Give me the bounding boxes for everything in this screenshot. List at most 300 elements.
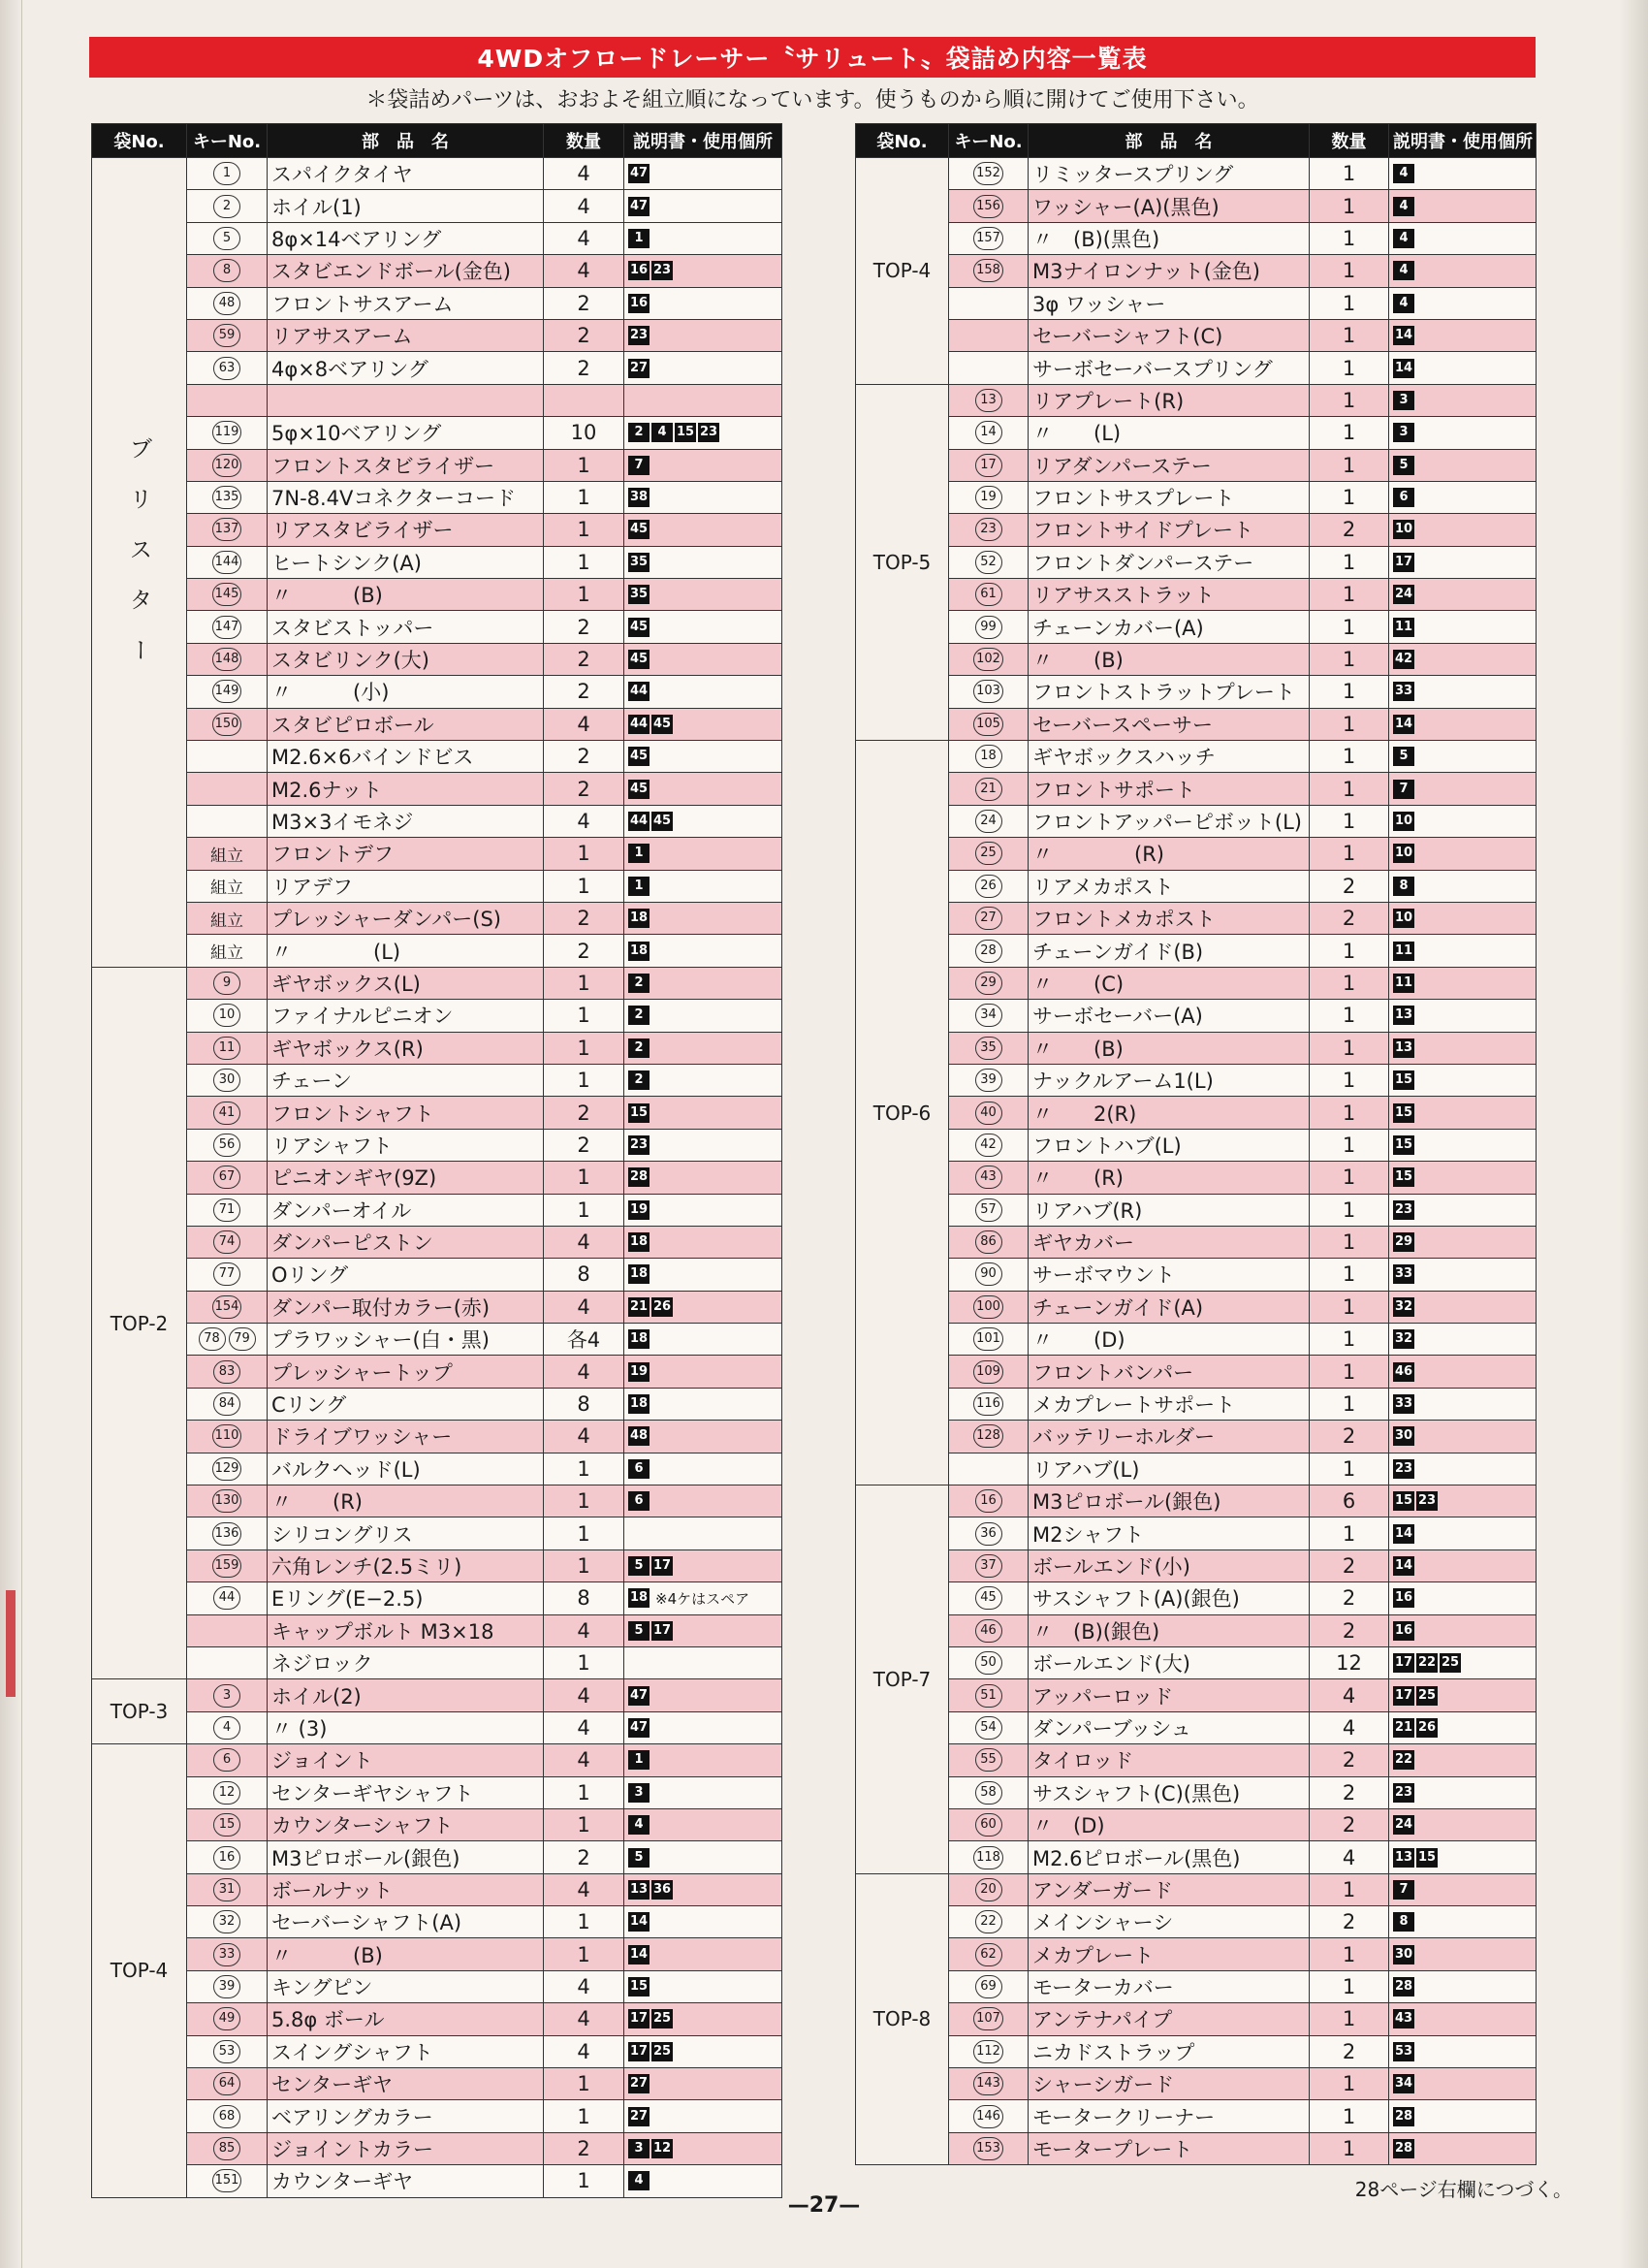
quantity: 4: [544, 1679, 624, 1711]
part-name: M3ナイロンナット(金色): [1029, 255, 1310, 287]
quantity: 8: [544, 1582, 624, 1614]
manual-reference-list: [1393, 255, 1532, 286]
key-number-cell: [187, 417, 268, 449]
manual-reference-list: [628, 838, 777, 869]
key-number-cell: [187, 2068, 268, 2100]
manual-reference-list: [628, 2100, 777, 2131]
manual-reference-list: [628, 1195, 777, 1226]
table-row: [92, 449, 782, 481]
manual-step-badge: 16: [1393, 1621, 1414, 1641]
manual-reference-cell: [624, 1776, 782, 1808]
manual-reference-cell: [624, 546, 782, 578]
key-number-cell: [187, 2100, 268, 2132]
table-row: [856, 773, 1537, 805]
table-row: [92, 902, 782, 934]
part-name: 〃 (3): [268, 1711, 544, 1743]
part-name: ジョイント: [268, 1744, 544, 1776]
manual-reference-cell: [1389, 1808, 1537, 1840]
key-number-cell: [187, 1194, 268, 1226]
manual-step-badge: 11: [1393, 974, 1414, 993]
table-row: [92, 222, 782, 254]
part-name: フロントデフ: [268, 838, 544, 870]
manual-reference-cell: [1389, 1064, 1537, 1096]
table-row: [856, 611, 1537, 643]
table-row: [92, 1906, 782, 1938]
key-number-cell: [187, 773, 268, 805]
manual-step-badge: 38: [628, 488, 650, 507]
manual-step-badge: 15: [675, 423, 696, 442]
manual-reference-cell: [624, 481, 782, 513]
part-name: モータープレート: [1029, 2132, 1310, 2164]
key-number-cell: [187, 1485, 268, 1517]
key-number-cell: 組立: [187, 902, 268, 934]
key-number: 157: [973, 227, 1003, 250]
manual-step-badge: 4: [1393, 197, 1414, 216]
key-number: 102: [973, 648, 1003, 671]
table-row: [856, 1324, 1537, 1356]
quantity: 1: [1310, 1129, 1389, 1161]
table-row: [856, 2035, 1537, 2067]
quantity: 1: [1310, 352, 1389, 384]
manual-step-badge: 13: [1393, 1848, 1414, 1868]
part-name: 〃 (小): [268, 676, 544, 708]
quantity: 4: [544, 1970, 624, 2002]
manual-reference-list: [628, 255, 777, 286]
manual-reference-list: [1393, 2003, 1532, 2034]
manual-reference-list: [1393, 1938, 1532, 1969]
manual-step-badge: 12: [651, 2139, 673, 2158]
table-row: [856, 935, 1537, 967]
quantity: 4: [544, 1421, 624, 1453]
manual-step-badge: 45: [628, 650, 650, 669]
quantity: 2: [544, 1129, 624, 1161]
quantity: 1: [544, 1906, 624, 1938]
part-name: 〃 (C): [1029, 967, 1310, 999]
manual-step-badge: 26: [651, 1297, 673, 1317]
page-edge: [1619, 0, 1648, 2268]
part-name: チェーンガイド(A): [1029, 1291, 1310, 1323]
quantity: 4: [544, 708, 624, 740]
manual-reference-cell: [624, 1356, 782, 1388]
key-number: 54: [975, 1716, 1002, 1740]
quantity: 1: [544, 870, 624, 902]
quantity: 2: [1310, 902, 1389, 934]
manual-reference-cell: [624, 1453, 782, 1485]
table-row: [856, 287, 1537, 319]
quantity: 2: [1310, 1549, 1389, 1581]
manual-step-badge: 32: [1393, 1329, 1414, 1349]
table-row: [92, 287, 782, 319]
manual-reference-list: [628, 1453, 777, 1485]
manual-step-badge: 29: [1393, 1232, 1414, 1252]
key-number-cell: [187, 1549, 268, 1581]
manual-reference-cell: [624, 1485, 782, 1517]
header-bag: 袋No.: [92, 124, 187, 158]
manual-reference-cell: [1389, 1646, 1537, 1678]
manual-reference-list: [1393, 1679, 1532, 1710]
manual-reference-cell: [624, 1291, 782, 1323]
manual-reference-list: [628, 1162, 777, 1193]
key-number-cell: [949, 1808, 1029, 1840]
table-row: [92, 1259, 782, 1291]
key-number-cell: [949, 643, 1029, 675]
manual-reference-list: [1393, 1130, 1532, 1161]
table-row: [92, 1356, 782, 1388]
manual-reference-cell: [1389, 1549, 1537, 1581]
part-name: 〃 (B): [1029, 643, 1310, 675]
table-row: [92, 1129, 782, 1161]
part-name: フロントサスプレート: [1029, 481, 1310, 513]
part-name: 5φ×10ベアリング: [268, 417, 544, 449]
key-number: 19: [975, 486, 1002, 509]
manual-reference-cell: [1389, 1679, 1537, 1711]
manual-step-badge: 5: [1393, 747, 1414, 766]
quantity: 1: [1310, 935, 1389, 967]
manual-reference-cell: [1389, 255, 1537, 287]
table-row: [92, 611, 782, 643]
key-number-cell: [949, 1226, 1029, 1258]
key-number-cell: [949, 1711, 1029, 1743]
table-row: [856, 967, 1537, 999]
table-row: [92, 1744, 782, 1776]
key-number: 12: [213, 1781, 240, 1805]
key-number-cell: [187, 1000, 268, 1032]
table-row: [856, 1453, 1537, 1485]
part-name: [268, 384, 544, 416]
quantity: 1: [1310, 1970, 1389, 2002]
key-number: 103: [973, 680, 1003, 703]
manual-step-badge: 44: [628, 715, 650, 734]
table-row: [92, 1032, 782, 1064]
part-name: フロントハブ(L): [1029, 1129, 1310, 1161]
key-number-cell: [187, 1614, 268, 1646]
manual-step-badge: 3: [628, 2139, 650, 2158]
table-row: [856, 1162, 1537, 1194]
manual-reference-cell: [1389, 611, 1537, 643]
key-number-cell: [949, 935, 1029, 967]
key-number-cell: [949, 1938, 1029, 1970]
manual-reference-cell: [1389, 1097, 1537, 1129]
manual-step-badge: 33: [1393, 682, 1414, 701]
quantity: 1: [544, 1032, 624, 1064]
part-name: リアハブ(L): [1029, 1453, 1310, 1485]
quantity: 2: [544, 935, 624, 967]
quantity: 1: [1310, 741, 1389, 773]
key-number: 49: [213, 2007, 240, 2030]
table-row: [856, 1711, 1537, 1743]
manual-step-badge: 26: [1416, 1718, 1438, 1738]
manual-reference-cell: [1389, 870, 1537, 902]
part-name: サスシャフト(A)(銀色): [1029, 1582, 1310, 1614]
header-qty: 数量: [544, 124, 624, 158]
part-name: バッテリーホルダー: [1029, 1421, 1310, 1453]
key-number: 5: [213, 227, 240, 250]
table-row: [92, 1194, 782, 1226]
part-name: フロントアッパーピボット(L): [1029, 805, 1310, 837]
table-row: [856, 1259, 1537, 1291]
manual-reference-list: [628, 1744, 777, 1775]
manual-step-badge: 17: [1393, 1653, 1414, 1673]
key-number: 20: [975, 1878, 1002, 1901]
key-number-cell: [949, 481, 1029, 513]
key-number-cell: [187, 1453, 268, 1485]
quantity: 1: [1310, 481, 1389, 513]
key-number-cell: [949, 2132, 1029, 2164]
manual-reference-cell: [624, 935, 782, 967]
manual-step-badge: 22: [1416, 1653, 1438, 1673]
manual-reference-list: [628, 450, 777, 481]
manual-reference-list: [1393, 579, 1532, 610]
manual-step-badge: 42: [1393, 650, 1414, 669]
key-number: 74: [213, 1230, 240, 1254]
manual-reference-list: [628, 1550, 777, 1581]
table-row: [856, 838, 1537, 870]
table-row: [92, 1970, 782, 2002]
key-number-cell: [949, 838, 1029, 870]
manual-reference-list: [1393, 2133, 1532, 2164]
table-row: [92, 1388, 782, 1420]
key-number-cell: [949, 190, 1029, 222]
quantity: 4: [544, 1711, 624, 1743]
manual-reference-list: [1393, 1777, 1532, 1808]
quantity: 4: [544, 1614, 624, 1646]
quantity: 1: [1310, 838, 1389, 870]
quantity: 1: [1310, 611, 1389, 643]
key-number: 71: [213, 1198, 240, 1222]
manual-reference-list: [628, 579, 777, 610]
quantity: 2: [1310, 1744, 1389, 1776]
manual-reference-cell: [624, 190, 782, 222]
manual-reference-cell: [624, 1614, 782, 1646]
manual-step-badge: 6: [628, 1459, 650, 1479]
key-number-cell: [187, 1421, 268, 1453]
manual-step-badge: 19: [628, 1362, 650, 1382]
quantity: 1: [1310, 1291, 1389, 1323]
manual-reference-cell: [1389, 514, 1537, 546]
quantity: 1: [544, 838, 624, 870]
manual-reference-list: [628, 417, 777, 448]
table-row: [856, 1549, 1537, 1581]
part-name: センターギヤ: [268, 2068, 544, 2100]
key-number-cell: [949, 1291, 1029, 1323]
part-name: フロントダンパーステー: [1029, 546, 1310, 578]
quantity: 4: [544, 2035, 624, 2067]
key-number-cell: [949, 1453, 1029, 1485]
manual-step-badge: 23: [1393, 1459, 1414, 1479]
key-number-cell: [949, 514, 1029, 546]
table-row: [92, 417, 782, 449]
quantity: 1: [544, 514, 624, 546]
manual-reference-list: [1393, 352, 1532, 383]
quantity: 2: [1310, 1776, 1389, 1808]
part-name: ギヤカバー: [1029, 1226, 1310, 1258]
manual-step-badge: 27: [628, 2074, 650, 2093]
manual-reference-list: [1393, 741, 1532, 772]
manual-reference-list: [1393, 1971, 1532, 2002]
header-qty: 数量: [1310, 124, 1389, 158]
quantity: 1: [544, 579, 624, 611]
quantity: 1: [1310, 1324, 1389, 1356]
manual-reference-list: [1393, 1033, 1532, 1064]
key-number-cell: 組立: [187, 870, 268, 902]
key-number: 145: [212, 583, 242, 606]
table-row: [92, 967, 782, 999]
key-number-cell: 組立: [187, 838, 268, 870]
manual-reference-cell: [1389, 838, 1537, 870]
manual-reference-list: [1393, 2036, 1532, 2067]
key-number: 135: [212, 486, 242, 509]
quantity: 1: [1310, 1517, 1389, 1549]
key-number-cell: [187, 676, 268, 708]
part-name: ギヤボックス(L): [268, 967, 544, 999]
manual-reference-list: [1393, 709, 1532, 740]
quantity: 1: [544, 1517, 624, 1549]
manual-step-badge: 25: [651, 2042, 673, 2061]
table-row: [92, 255, 782, 287]
manual-reference-list: [628, 1000, 777, 1031]
manual-step-badge: 4: [1393, 229, 1414, 248]
key-number-cell: [949, 384, 1029, 416]
quantity: 1: [544, 1453, 624, 1485]
bag-number: TOP-8: [856, 1873, 949, 2165]
key-number-cell: [949, 2068, 1029, 2100]
manual-reference-list: [628, 1421, 777, 1452]
table-row: [92, 1517, 782, 1549]
table-row: [856, 384, 1537, 416]
manual-step-badge: 33: [1393, 1394, 1414, 1414]
key-number-cell: [949, 2003, 1029, 2035]
table-row: [856, 741, 1537, 773]
manual-reference-list: [628, 2003, 777, 2034]
key-number: 59: [213, 324, 240, 347]
manual-reference-cell: [1389, 546, 1537, 578]
part-name: チェーンガイド(B): [1029, 935, 1310, 967]
manual-reference-cell: [1389, 773, 1537, 805]
quantity: 2: [1310, 1582, 1389, 1614]
key-number: 154: [212, 1295, 242, 1319]
manual-step-badge: 23: [628, 326, 650, 345]
quantity: 2: [544, 611, 624, 643]
key-number: 52: [975, 551, 1002, 574]
key-number: 110: [212, 1424, 242, 1448]
manual-reference-cell: [1389, 1711, 1537, 1743]
quantity: 1: [1310, 2068, 1389, 2100]
key-number-cell: [187, 481, 268, 513]
part-name: ダンパーブッシュ: [1029, 1711, 1310, 1743]
manual-reference-list: [1393, 1712, 1532, 1743]
key-number: 42: [975, 1134, 1002, 1157]
manual-reference-list: [628, 1841, 777, 1872]
manual-reference-list: [628, 385, 777, 416]
key-number-cell: [187, 1679, 268, 1711]
manual-reference-cell: [1389, 1841, 1537, 1873]
table-row: [856, 1906, 1537, 1938]
table-row: [92, 1162, 782, 1194]
quantity: 1: [544, 481, 624, 513]
key-number-cell: [187, 708, 268, 740]
manual-reference-list: [1393, 1485, 1532, 1517]
manual-step-badge: 4: [1393, 164, 1414, 183]
manual-reference-cell: [1389, 417, 1537, 449]
table-row: [856, 902, 1537, 934]
manual-reference-list: [1393, 935, 1532, 966]
key-number: 8: [213, 259, 240, 282]
table-row: [92, 1776, 782, 1808]
manual-reference-cell: [1389, 2100, 1537, 2132]
part-name: フロントサポート: [1029, 773, 1310, 805]
quantity: 1: [544, 1938, 624, 1970]
manual-step-badge: 1: [628, 1750, 650, 1770]
table-header-row: [856, 124, 1537, 158]
manual-step-badge: 8: [1393, 1912, 1414, 1932]
table-row: [856, 1421, 1537, 1453]
manual-step-badge: 44: [628, 812, 650, 831]
key-number: 109: [973, 1360, 1003, 1384]
quantity: 2: [1310, 1808, 1389, 1840]
manual-reference-list: [1393, 320, 1532, 351]
key-number: 11: [213, 1037, 240, 1060]
quantity: 1: [1310, 2003, 1389, 2035]
manual-reference-list: [1393, 1453, 1532, 1485]
manual-reference-cell: [624, 870, 782, 902]
manual-reference-list: [628, 968, 777, 999]
key-number-cell: [187, 1129, 268, 1161]
table-row: [856, 1614, 1537, 1646]
manual-step-badge: 43: [1393, 2009, 1414, 2028]
manual-reference-cell: [1389, 481, 1537, 513]
manual-reference-cell: [1389, 1776, 1537, 1808]
manual-step-badge: 11: [1393, 618, 1414, 637]
part-name: ボールエンド(小): [1029, 1549, 1310, 1581]
key-number: 16: [975, 1489, 1002, 1513]
manual-step-badge: 27: [628, 359, 650, 378]
manual-reference-cell: [1389, 319, 1537, 351]
quantity: 8: [544, 1259, 624, 1291]
table-row: [92, 773, 782, 805]
manual-reference-cell: [624, 1970, 782, 2002]
key-number-cell: [187, 190, 268, 222]
key-number: 105: [973, 713, 1003, 736]
quantity: 1: [1310, 708, 1389, 740]
header-ref: 説明書・使用個所: [1389, 124, 1537, 158]
manual-step-badge: 48: [628, 1426, 650, 1446]
key-number: 62: [975, 1943, 1002, 1966]
table-row: [92, 1097, 782, 1129]
manual-reference-cell: [624, 1646, 782, 1678]
manual-reference-list: [628, 1582, 777, 1613]
quantity: 4: [544, 805, 624, 837]
key-number: 130: [212, 1489, 242, 1513]
table-row: [856, 1517, 1537, 1549]
key-number: 147: [212, 616, 242, 639]
manual-step-badge: 1: [628, 844, 650, 863]
table-row: [856, 2068, 1537, 2100]
table-row: [92, 643, 782, 675]
continued-note: 28ページ右欄につづく。: [1354, 2178, 1572, 2201]
quantity: 4: [1310, 1679, 1389, 1711]
part-name: フロントストラットプレート: [1029, 676, 1310, 708]
manual-step-badge: 18: [628, 1264, 650, 1284]
quantity: 4: [544, 1744, 624, 1776]
key-number-cell: [949, 611, 1029, 643]
manual-reference-list: [1393, 1615, 1532, 1646]
manual-reference-list: [628, 2165, 777, 2196]
manual-reference-cell: [1389, 1226, 1537, 1258]
table-row: [92, 1614, 782, 1646]
manual-reference-list: [1393, 1259, 1532, 1290]
key-number-cell: [949, 1614, 1029, 1646]
part-name: フロントサイドプレート: [1029, 514, 1310, 546]
